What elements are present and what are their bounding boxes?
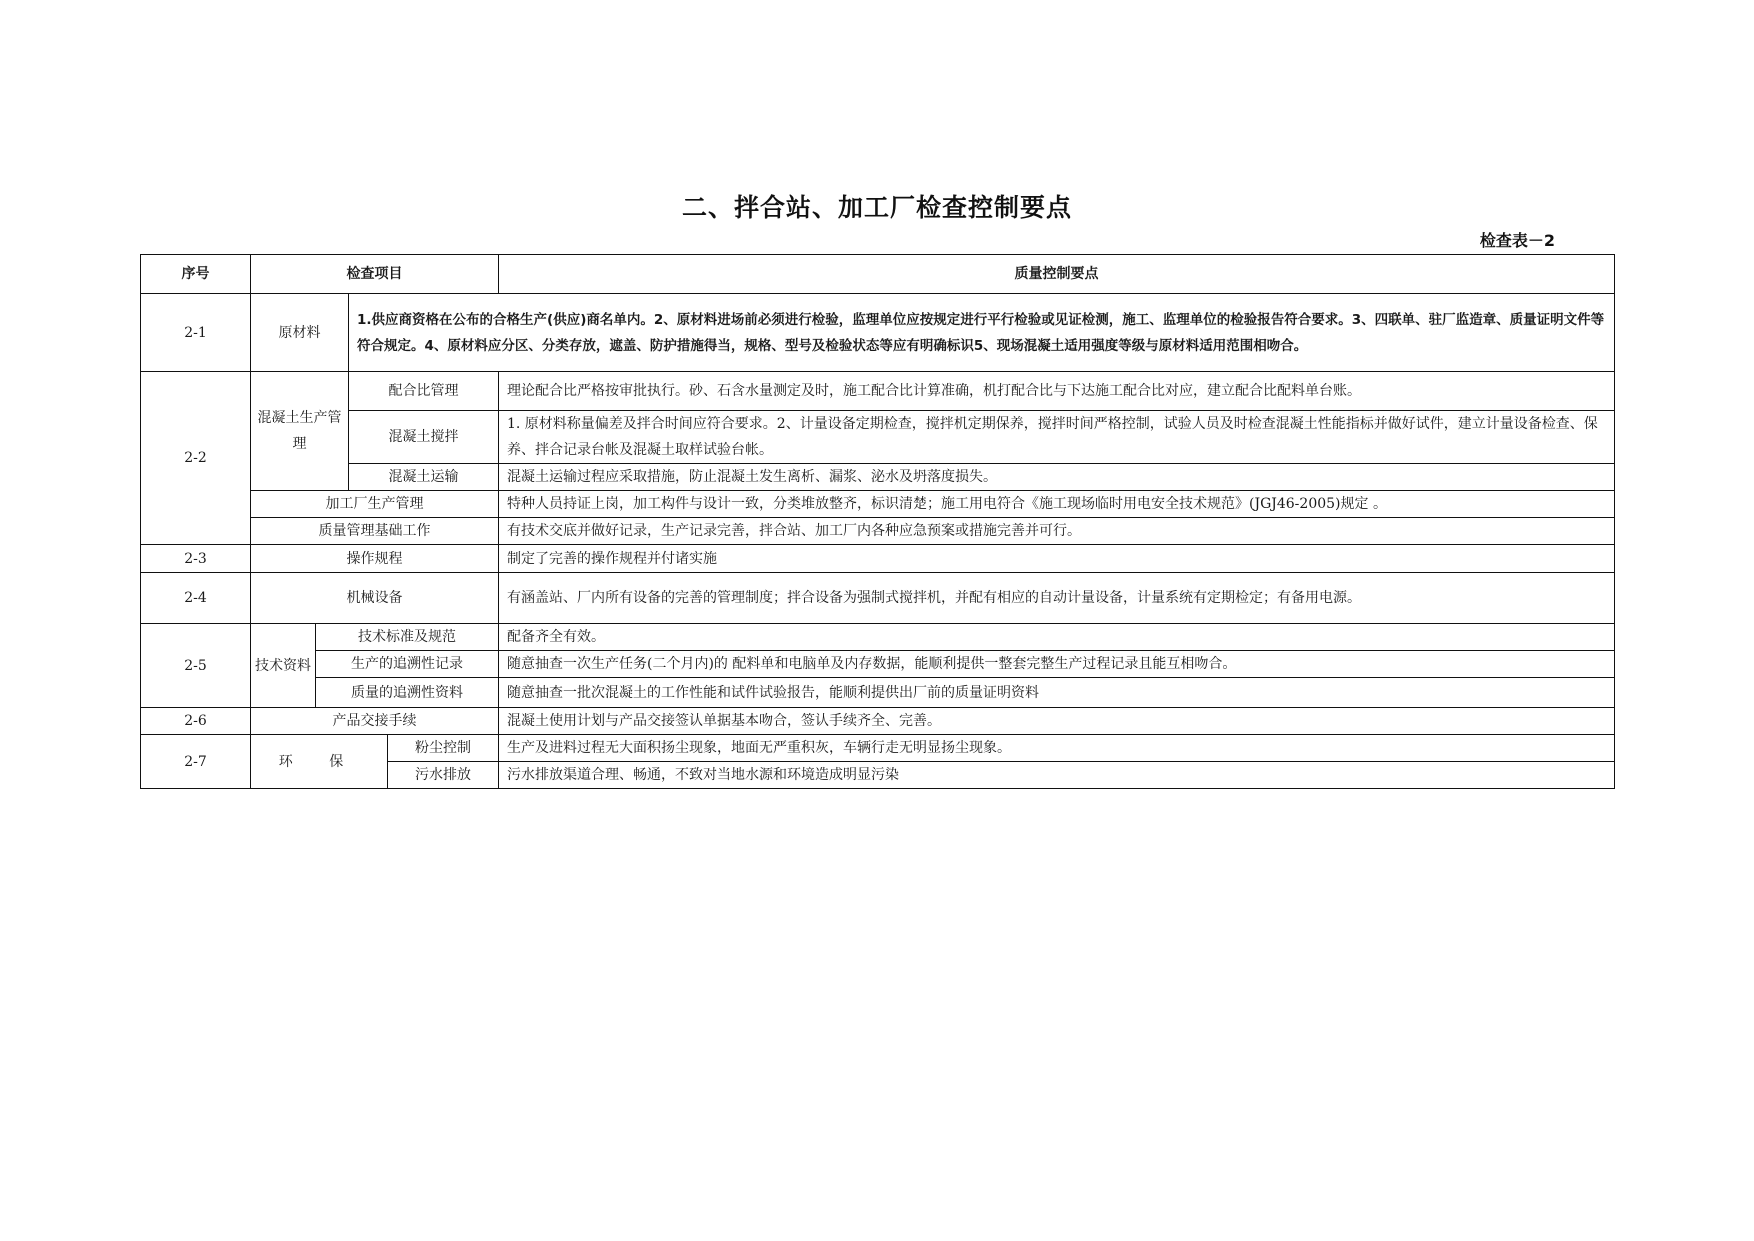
sub-points-factory: 特种人员持证上岗，加工构件与设计一致，分类堆放整齐，标识清楚；施工用电符合《施工现场临时用电安全技术规范》(JGJ46-2005)规定 。 <box>499 491 1615 518</box>
row-no: 2-5 <box>141 624 251 708</box>
row-item: 产品交接手续 <box>251 708 499 735</box>
row-item: 操作规程 <box>251 545 499 573</box>
table-row-2-2-basic <box>141 518 1615 545</box>
row-points: 1.供应商资格在公布的合格生产(供应)商名单内。2、原材料进场前必须进行检验，监理单位应按规定进行平行检验或见证检测，施工、监理单位的检验报告符合要求。3、四联单、驻厂监造章、质量证明文件等符合规定。4、原材料应分区、分类存放，遮盖、防护措施得当，规格、型号及检验状态等应有明确标识5、现场混凝土适用强度等级与原材料适用范围相吻合。 <box>349 294 1615 372</box>
header-no: 序号 <box>141 255 251 294</box>
row-no: 2-4 <box>141 573 251 624</box>
sub-points-quality-records: 随意抽查一批次混凝土的工作性能和试件试验报告，能顺利提供出厂前的质量证明资料 <box>499 678 1615 708</box>
group-label-technical-docs: 技术资料 <box>251 624 316 708</box>
sub-item-sewage: 污水排放 <box>388 762 499 789</box>
row-no: 2-3 <box>141 545 251 573</box>
document-title: 二、拌合站、加工厂检查控制要点 <box>681 193 1072 222</box>
inspection-table <box>140 254 1615 789</box>
table-row-2-2-stir <box>141 411 1615 464</box>
sub-points-standards: 配备齐全有效。 <box>499 624 1615 651</box>
group-label-concrete-production: 混凝土生产管理 <box>251 372 349 491</box>
sub-points-dust-control: 生产及进料过程无大面积扬尘现象，地面无严重积灰，车辆行走无明显扬尘现象。 <box>499 735 1615 762</box>
table-row-2-5-production-records <box>141 651 1615 678</box>
sub-item-quality-records: 质量的追溯性资料 <box>316 678 499 708</box>
row-points: 制定了完善的操作规程并付诸实施 <box>499 545 1615 573</box>
row-item: 原材料 <box>251 294 349 372</box>
table-row-2-3 <box>141 545 1615 573</box>
header-item: 检查项目 <box>251 255 499 294</box>
table-row-2-2-factory <box>141 491 1615 518</box>
sub-item-mixing: 混凝土搅拌 <box>349 411 499 464</box>
table-row-2-2-mix <box>141 372 1615 411</box>
row-no: 2-7 <box>141 735 251 789</box>
sub-points-transport: 混凝土运输过程应采取措施，防止混凝土发生离析、漏浆、泌水及坍落度损失。 <box>499 464 1615 491</box>
sub-item-dust-control: 粉尘控制 <box>388 735 499 762</box>
sub-points-production-records: 随意抽查一次生产任务(二个月内)的 配料单和电脑单及内存数据，能顺利提供一整套完整生产过程记录且能互相吻合。 <box>499 651 1615 678</box>
table-row-2-4 <box>141 573 1615 624</box>
row-item: 机械设备 <box>251 573 499 624</box>
row-no: 2-6 <box>141 708 251 735</box>
table-row-2-1 <box>141 294 1615 372</box>
sub-item-standards: 技术标准及规范 <box>316 624 499 651</box>
table-row-2-5-standards <box>141 624 1615 651</box>
row-points: 混凝土使用计划与产品交接签认单据基本吻合，签认手续齐全、完善。 <box>499 708 1615 735</box>
row-no: 2-1 <box>141 294 251 372</box>
sub-points-basic-work: 有技术交底并做好记录，生产记录完善，拌合站、加工厂内各种应急预案或措施完善并可行。 <box>499 518 1615 545</box>
sub-points-sewage: 污水排放渠道合理、畅通，不致对当地水源和环境造成明显污染 <box>499 762 1615 789</box>
sub-item-transport: 混凝土运输 <box>349 464 499 491</box>
table-row-2-7-dust <box>141 735 1615 762</box>
row-no: 2-2 <box>141 372 251 545</box>
row-points: 有涵盖站、厂内所有设备的完善的管理制度；拌合设备为强制式搅拌机，并配有相应的自动计量设备，计量系统有定期检定；有备用电源。 <box>499 573 1615 624</box>
form-number: 检查表－2 <box>1479 231 1555 250</box>
header-points: 质量控制要点 <box>499 255 1615 294</box>
sub-points-mix-ratio: 理论配合比严格按审批执行。砂、石含水量测定及时，施工配合比计算准确，机打配合比与下达施工配合比对应，建立配合比配料单台账。 <box>499 372 1615 411</box>
sub-item-factory: 加工厂生产管理 <box>251 491 499 518</box>
table-row-2-2-transport <box>141 464 1615 491</box>
sub-item-basic-work: 质量管理基础工作 <box>251 518 499 545</box>
table-header-row <box>141 255 1615 294</box>
group-label-environment-text: 环 保 <box>278 753 360 770</box>
sub-item-mix-ratio: 配合比管理 <box>349 372 499 411</box>
sub-points-mixing: 1. 原材料称量偏差及拌合时间应符合要求。2、计量设备定期检查，搅拌机定期保养，搅拌时间严格控制，试验人员及时检查混凝土性能指标并做好试件，建立计量设备检查、保养、拌合记录台帐及混凝土取样试验台帐。 <box>499 411 1615 464</box>
table-row-2-5-quality-records <box>141 678 1615 708</box>
table-row-2-6 <box>141 708 1615 735</box>
sub-item-production-records: 生产的追溯性记录 <box>316 651 499 678</box>
group-label-environment <box>251 735 388 789</box>
